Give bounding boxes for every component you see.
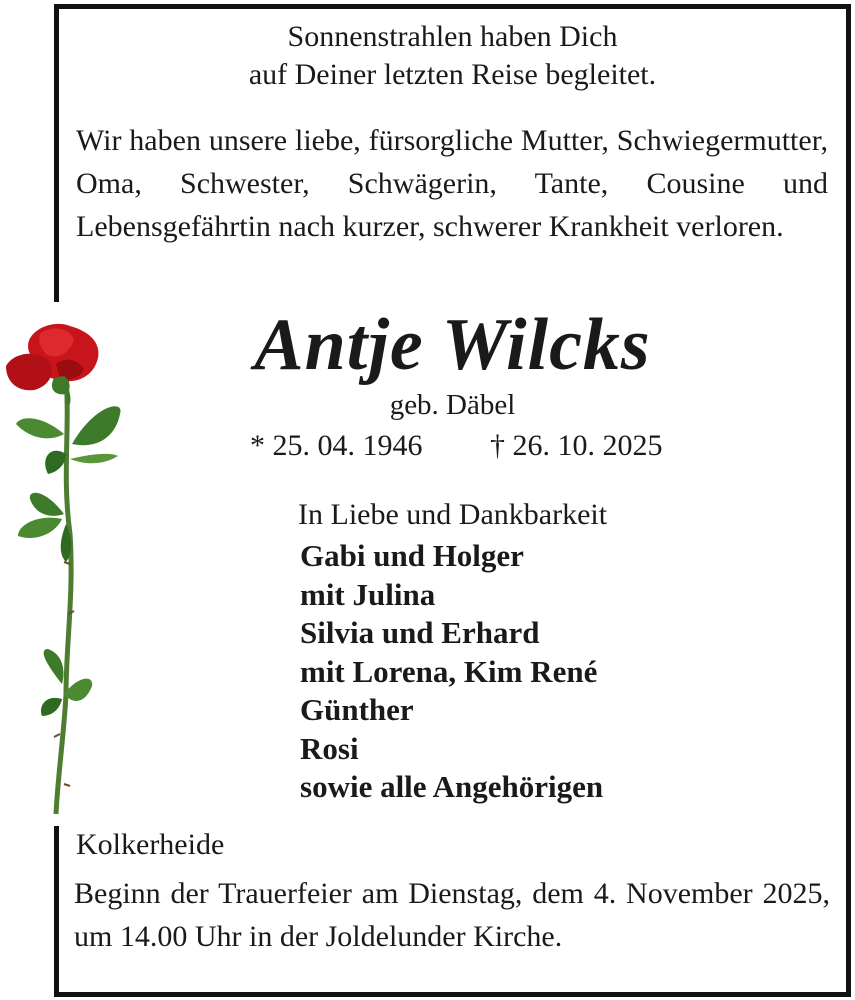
frame-right-border [846, 4, 851, 997]
death-date: † 26. 10. 2025 [490, 429, 663, 462]
motto-line-2: auf Deiner letzten Reise begleitet. [248, 58, 657, 91]
funeral-service-info: Beginn der Trauerfeier am Dienstag, dem 4. November 2025, um 14.00 Uhr in der Joldelunder Kirche. [74, 877, 830, 953]
mourner-line: Rosi [300, 730, 359, 766]
place-name: Kolkerheide [76, 828, 225, 861]
deceased-name: Antje Wilcks [254, 304, 651, 386]
mourner-line: mit Lorena, Kim René [300, 653, 598, 689]
birth-date: * 25. 04. 1946 [250, 429, 423, 462]
motto-line-1: Sonnenstrahlen haben Dich [287, 20, 618, 53]
announcement-text: Wir haben unsere liebe, fürsorgliche Mutter, Schwiegermutter, Oma, Schwester, Schwägerin, Tante, Cousine und Lebensgefährtin nach kurzer, schwerer Krankheit verloren. [76, 124, 828, 243]
birth-name: geb. Däbel [389, 389, 516, 421]
mourner-line: Günther [300, 692, 414, 727]
frame-bottom-border [54, 992, 851, 997]
mourner-line: Gabi und Holger [300, 538, 524, 573]
frame-top-border [54, 4, 851, 9]
mourners-list [300, 537, 603, 807]
mourners-intro: In Liebe und Dankbarkeit [298, 498, 608, 531]
mourner-line: sowie alle Angehörigen [300, 769, 604, 804]
mourner-line: mit Julina [300, 576, 436, 612]
mourner-line: Silvia und Erhard [300, 615, 540, 650]
frame-left-border-lower [54, 826, 59, 997]
